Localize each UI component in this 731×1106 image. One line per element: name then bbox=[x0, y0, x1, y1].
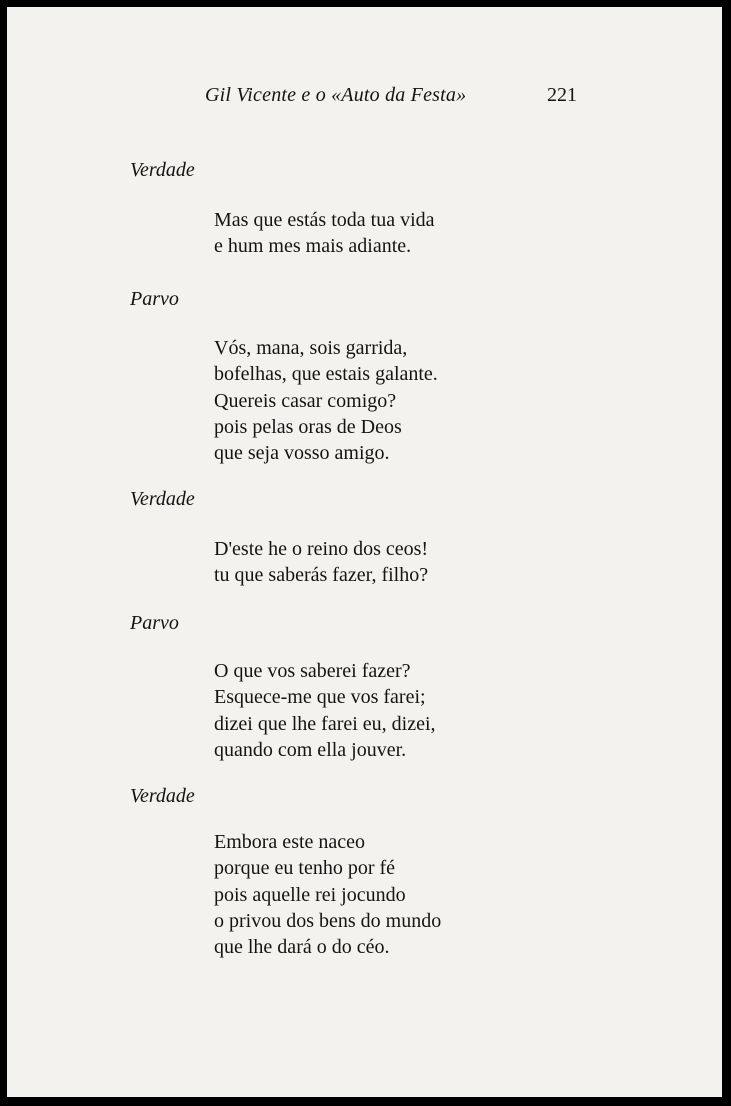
verse-line: pois pelas oras de Deos bbox=[214, 415, 402, 438]
verse-line: que lhe dará o do céo. bbox=[214, 936, 390, 959]
running-title: Gil Vicente e o «Auto da Festa» bbox=[205, 84, 467, 106]
verse-line: e hum mes mais adiante. bbox=[214, 235, 412, 258]
book-page bbox=[7, 7, 722, 1097]
speaker-name: Verdade bbox=[130, 159, 195, 181]
verse-line: Quereis casar comigo? bbox=[214, 389, 397, 412]
verse-stanza bbox=[214, 335, 438, 466]
speaker-name: Parvo bbox=[130, 612, 179, 634]
verse-stanza bbox=[214, 536, 428, 589]
verse-line: dizei que lhe farei eu, dizei, bbox=[214, 712, 436, 735]
verse-line: porque eu tenho por fé bbox=[214, 857, 396, 880]
verse-line: Esquece-me que vos farei; bbox=[214, 686, 426, 709]
page-number: 221 bbox=[547, 84, 577, 106]
speaker-name: Verdade bbox=[130, 785, 195, 807]
verse-line: pois aquelle rei jocundo bbox=[214, 883, 406, 906]
verse-line: que seja vosso amigo. bbox=[214, 442, 390, 465]
speaker-name: Verdade bbox=[130, 488, 195, 510]
verse-line: tu que saberás fazer, filho? bbox=[214, 564, 429, 587]
verse-line: o privou dos bens do mundo bbox=[214, 909, 442, 932]
speaker-name: Parvo bbox=[130, 288, 179, 310]
verse-line: Embora este naceo bbox=[214, 831, 366, 853]
verse-line: Vós, mana, sois garrida, bbox=[214, 337, 408, 359]
verse-line: Mas que estás toda tua vida bbox=[214, 209, 435, 231]
verse-stanza bbox=[214, 658, 436, 763]
verse-line: O que vos saberei fazer? bbox=[214, 660, 411, 682]
verse-stanza bbox=[214, 207, 435, 260]
verse-line: quando com ella jouver. bbox=[214, 738, 407, 761]
verse-stanza bbox=[214, 829, 441, 960]
verse-line: D'este he o reino dos ceos! bbox=[214, 538, 429, 560]
verse-line: bofelhas, que estais galante. bbox=[214, 363, 438, 386]
